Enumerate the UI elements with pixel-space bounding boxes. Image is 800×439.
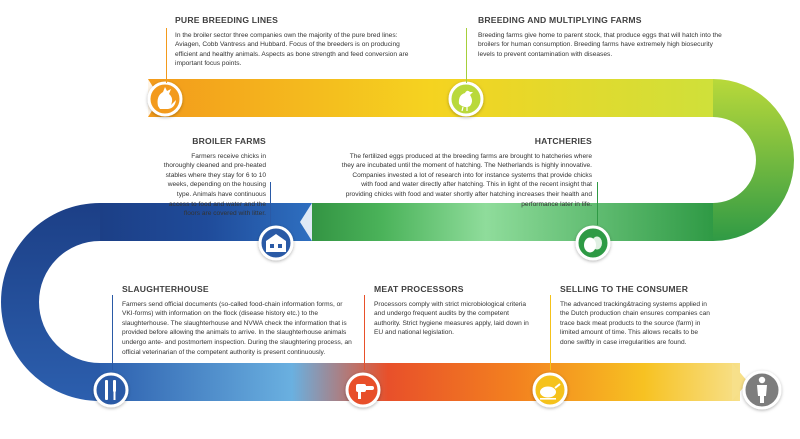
knives-icon bbox=[95, 374, 127, 406]
stage-title: HATCHERIES bbox=[534, 136, 592, 146]
tick-hatcheries bbox=[597, 182, 598, 225]
bottom-band bbox=[100, 363, 740, 401]
roast-chicken-icon bbox=[534, 374, 566, 406]
stage-meat-processors bbox=[374, 285, 534, 338]
top-band bbox=[148, 79, 713, 117]
tick-breeding-farms bbox=[466, 28, 467, 83]
stage-breeding-farms bbox=[478, 16, 728, 59]
meat-grinder-icon bbox=[347, 374, 379, 406]
stage-text: The fertilized eggs produced at the breeding farms are brought to hatcheries where they are incubated until the moment of hatching. The Netherlands is highly innovative. Companies invested a lot of research into for instance systems that provide chicks with food and water directly after hatching. This in light of the recent insight that providing chicks with food and water shortly after hatching increases their health and performance later in life. bbox=[341, 152, 592, 208]
tick-selling bbox=[550, 295, 551, 370]
stage-text: The advanced tracking&tracing systems applied in the Dutch production chain ensures companies can trace back meat products to the source (farm) in limited amount of time. This allows recalls to be done swiftly in case irregularities are found. bbox=[560, 300, 710, 346]
egg-icon bbox=[577, 227, 609, 259]
stage-title: MEAT PROCESSORS bbox=[374, 284, 464, 294]
tick-meat bbox=[364, 295, 365, 370]
stage-text: Farmers receive chicks in thoroughly cleaned and pre-heated stables where they stay for 6 to 10 weeks, depending on the housing type. Animals have continuous access to food and water and the floors are covered with litter. bbox=[163, 152, 266, 218]
right-curve bbox=[713, 79, 794, 241]
stage-title: BROILER FARMS bbox=[192, 136, 266, 146]
hen-icon bbox=[450, 83, 482, 115]
stage-text: Processors comply with strict microbiological criteria and undergo frequent audits by the competent authority. Strict hygiene measures apply, laid down in EU and national legislation. bbox=[374, 300, 529, 337]
tick-slaughter bbox=[112, 295, 113, 370]
rooster-icon bbox=[149, 83, 181, 115]
stage-slaughterhouse bbox=[122, 285, 357, 357]
stage-text: Farmers send official documents (so-called food-chain information forms, or VKI-forms) with information on the flock (disease history etc.) to the slaughterhouse. The slaughterhouse and NVWA check the information that is provided before allowing the animals to arrive. In the slaughterhouse animals undergo ante- and postmortem inspection. During the slaughtering process, an official veterinarian of the competent authority is present continuously. bbox=[122, 300, 352, 356]
stage-title: SELLING TO THE CONSUMER bbox=[560, 284, 689, 294]
stage-title: SLAUGHTERHOUSE bbox=[122, 284, 209, 294]
stage-pure-breeding bbox=[175, 16, 415, 69]
stage-text: In the broiler sector three companies own the majority of the pure bred lines: Aviagen, Cobb Vantress and Hubbard. Focus of the breeders is on producing efficient and healthy animals. Aspects as bone strength and feed conversion are important focus points. bbox=[175, 31, 409, 68]
stage-title: BREEDING AND MULTIPLYING FARMS bbox=[478, 15, 642, 25]
tick-pure-breeding bbox=[166, 28, 167, 83]
barn-icon bbox=[260, 227, 292, 259]
consumer-icon bbox=[744, 372, 780, 408]
stage-selling bbox=[560, 285, 710, 348]
tick-broiler bbox=[270, 182, 271, 225]
stage-title: PURE BREEDING LINES bbox=[175, 15, 279, 25]
stage-text: Breeding farms give home to parent stock, that produce eggs that will hatch into the broilers for human consumption. Breeding farms have extremely high biosecurity levels to prevent contamination with diseases. bbox=[478, 31, 722, 58]
stage-hatcheries bbox=[340, 137, 592, 209]
stage-broiler-farms bbox=[160, 137, 266, 219]
